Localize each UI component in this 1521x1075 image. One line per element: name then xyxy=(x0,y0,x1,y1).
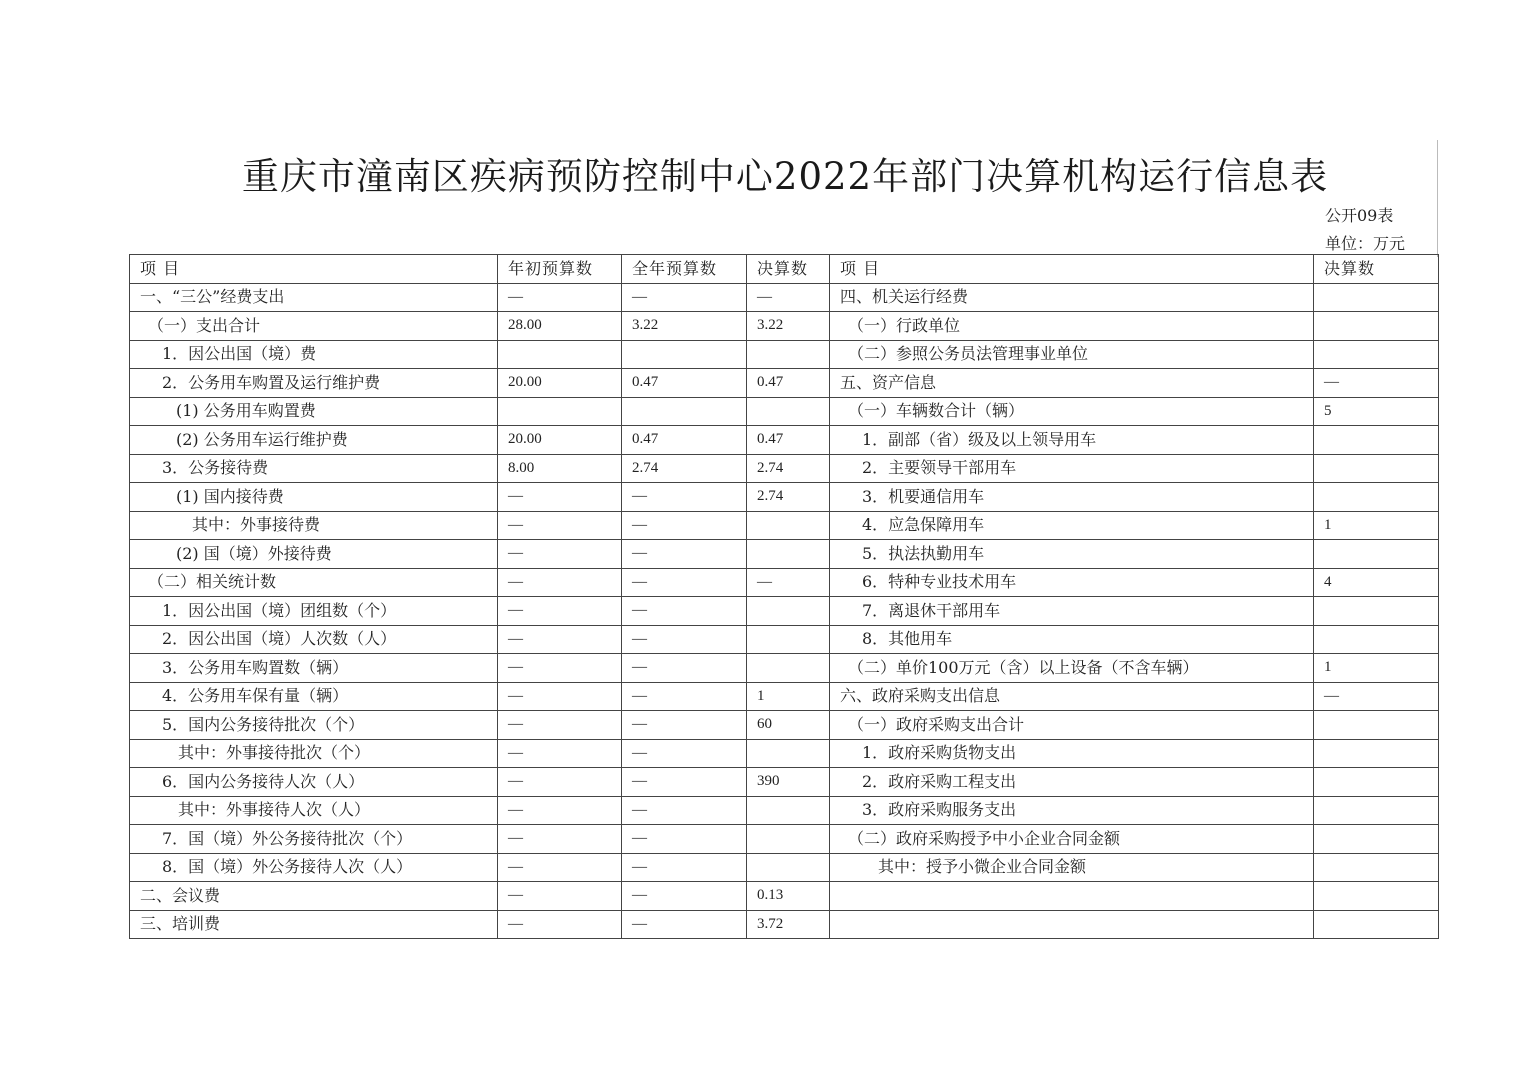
initial-budget-cell: — xyxy=(498,768,622,797)
table-row xyxy=(130,340,1439,369)
table-row xyxy=(130,511,1439,540)
right-item-cell xyxy=(830,882,1314,911)
right-final-cell xyxy=(1314,882,1439,911)
left-item-cell: 7．国（境）外公务接待批次（个） xyxy=(130,825,498,854)
left-item-cell: （一）支出合计 xyxy=(130,312,498,341)
right-final-cell: 1 xyxy=(1314,511,1439,540)
left-item-cell: 其中：外事接待批次（个） xyxy=(130,739,498,768)
right-item-cell: 六、政府采购支出信息 xyxy=(830,682,1314,711)
annual-budget-cell: 0.47 xyxy=(622,369,747,398)
table-row xyxy=(130,426,1439,455)
table-row xyxy=(130,568,1439,597)
table-row xyxy=(130,312,1439,341)
left-item-cell: 6．国内公务接待人次（人） xyxy=(130,768,498,797)
right-item-cell: 7．离退休干部用车 xyxy=(830,597,1314,626)
annual-budget-cell: — xyxy=(622,568,747,597)
annual-budget-cell: 0.47 xyxy=(622,426,747,455)
final-cell xyxy=(747,511,830,540)
page-title: 重庆市潼南区疾病预防控制中心2022年部门决算机构运行信息表 xyxy=(241,155,1329,198)
right-final-cell xyxy=(1314,597,1439,626)
table-row xyxy=(130,682,1439,711)
table-row xyxy=(130,711,1439,740)
right-item-cell: （一）车辆数合计（辆） xyxy=(830,397,1314,426)
final-cell: — xyxy=(747,568,830,597)
annual-budget-cell: — xyxy=(622,825,747,854)
annual-budget-cell: — xyxy=(622,483,747,512)
final-cell: 0.47 xyxy=(747,369,830,398)
table-row xyxy=(130,654,1439,683)
table-row xyxy=(130,454,1439,483)
right-final-cell xyxy=(1314,739,1439,768)
left-item-cell: 8．国（境）外公务接待人次（人） xyxy=(130,853,498,882)
right-final-cell xyxy=(1314,853,1439,882)
right-item-cell: 2．主要领导干部用车 xyxy=(830,454,1314,483)
header-final: 决算数 xyxy=(747,255,830,284)
annual-budget-cell: — xyxy=(622,711,747,740)
initial-budget-cell: — xyxy=(498,540,622,569)
table-code: 公开09表 xyxy=(1325,206,1394,225)
right-item-cell: 5．执法执勤用车 xyxy=(830,540,1314,569)
annual-budget-cell: — xyxy=(622,739,747,768)
header-left-item: 项 目 xyxy=(130,255,498,284)
left-item-cell: 其中：外事接待人次（人） xyxy=(130,796,498,825)
table-row xyxy=(130,739,1439,768)
initial-budget-cell: 28.00 xyxy=(498,312,622,341)
initial-budget-cell: — xyxy=(498,882,622,911)
initial-budget-cell: 8.00 xyxy=(498,454,622,483)
header-row xyxy=(130,255,1439,284)
table-row xyxy=(130,882,1439,911)
table-row xyxy=(130,540,1439,569)
annual-budget-cell: — xyxy=(622,540,747,569)
table-row xyxy=(130,825,1439,854)
header-right-item: 项 目 xyxy=(830,255,1314,284)
left-item-cell: 1．因公出国（境）费 xyxy=(130,340,498,369)
annual-budget-cell: 3.22 xyxy=(622,312,747,341)
final-cell: 3.22 xyxy=(747,312,830,341)
initial-budget-cell: — xyxy=(498,682,622,711)
table-row xyxy=(130,853,1439,882)
right-final-cell: 1 xyxy=(1314,654,1439,683)
final-cell xyxy=(747,540,830,569)
annual-budget-cell: — xyxy=(622,625,747,654)
table-row xyxy=(130,483,1439,512)
initial-budget-cell: — xyxy=(498,283,622,312)
initial-budget-cell: — xyxy=(498,568,622,597)
annual-budget-cell xyxy=(622,397,747,426)
table-row xyxy=(130,397,1439,426)
table-row xyxy=(130,910,1439,939)
right-item-cell: 3．机要通信用车 xyxy=(830,483,1314,512)
final-cell xyxy=(747,340,830,369)
left-item-cell: 4．公务用车保有量（辆） xyxy=(130,682,498,711)
initial-budget-cell: 20.00 xyxy=(498,426,622,455)
final-cell: 2.74 xyxy=(747,454,830,483)
right-final-cell xyxy=(1314,825,1439,854)
annual-budget-cell: — xyxy=(622,511,747,540)
right-item-cell: 其中：授予小微企业合同金额 xyxy=(830,853,1314,882)
table-row xyxy=(130,768,1439,797)
initial-budget-cell: 20.00 xyxy=(498,369,622,398)
right-item-cell xyxy=(830,910,1314,939)
right-final-cell xyxy=(1314,768,1439,797)
initial-budget-cell: — xyxy=(498,739,622,768)
left-item-cell: 2．公务用车购置及运行维护费 xyxy=(130,369,498,398)
right-final-cell xyxy=(1314,625,1439,654)
right-item-cell: 四、机关运行经费 xyxy=(830,283,1314,312)
right-final-cell: 5 xyxy=(1314,397,1439,426)
header-annual-budget: 全年预算数 xyxy=(622,255,747,284)
final-cell: 3.72 xyxy=(747,910,830,939)
right-final-cell: — xyxy=(1314,369,1439,398)
final-cell: 390 xyxy=(747,768,830,797)
annual-budget-cell: — xyxy=(622,768,747,797)
left-item-cell: (2) 公务用车运行维护费 xyxy=(130,426,498,455)
final-cell xyxy=(747,853,830,882)
initial-budget-cell: — xyxy=(498,825,622,854)
right-item-cell: 6．特种专业技术用车 xyxy=(830,568,1314,597)
right-final-cell xyxy=(1314,910,1439,939)
left-item-cell: (1) 国内接待费 xyxy=(130,483,498,512)
left-item-cell: 二、会议费 xyxy=(130,882,498,911)
right-final-cell xyxy=(1314,483,1439,512)
right-item-cell: 1．政府采购货物支出 xyxy=(830,739,1314,768)
table-row xyxy=(130,597,1439,626)
left-item-cell: (2) 国（境）外接待费 xyxy=(130,540,498,569)
table-row xyxy=(130,283,1439,312)
final-cell: 1 xyxy=(747,682,830,711)
table-row xyxy=(130,369,1439,398)
annual-budget-cell: — xyxy=(622,796,747,825)
final-cell: 0.13 xyxy=(747,882,830,911)
right-final-cell xyxy=(1314,312,1439,341)
right-final-cell xyxy=(1314,426,1439,455)
left-item-cell: 一、“三公”经费支出 xyxy=(130,283,498,312)
left-item-cell: （二）相关统计数 xyxy=(130,568,498,597)
right-final-cell: — xyxy=(1314,682,1439,711)
annual-budget-cell: — xyxy=(622,910,747,939)
final-cell: 0.47 xyxy=(747,426,830,455)
right-item-cell: 五、资产信息 xyxy=(830,369,1314,398)
annual-budget-cell: — xyxy=(622,853,747,882)
final-cell: 2.74 xyxy=(747,483,830,512)
unit-label: 单位：万元 xyxy=(1325,234,1406,253)
left-item-cell: 3．公务接待费 xyxy=(130,454,498,483)
left-item-cell: (1) 公务用车购置费 xyxy=(130,397,498,426)
header-right-final: 决算数 xyxy=(1314,255,1439,284)
initial-budget-cell: — xyxy=(498,910,622,939)
left-item-cell: 3．公务用车购置数（辆） xyxy=(130,654,498,683)
initial-budget-cell: — xyxy=(498,711,622,740)
initial-budget-cell xyxy=(498,340,622,369)
initial-budget-cell: — xyxy=(498,483,622,512)
annual-budget-cell: — xyxy=(622,597,747,626)
left-item-cell: 1．因公出国（境）团组数（个） xyxy=(130,597,498,626)
initial-budget-cell: — xyxy=(498,597,622,626)
initial-budget-cell: — xyxy=(498,511,622,540)
table-row xyxy=(130,625,1439,654)
right-item-cell: 3．政府采购服务支出 xyxy=(830,796,1314,825)
annual-budget-cell: — xyxy=(622,682,747,711)
table-row xyxy=(130,796,1439,825)
annual-budget-cell: — xyxy=(622,654,747,683)
right-item-cell: （二）参照公务员法管理事业单位 xyxy=(830,340,1314,369)
right-item-cell: （二）单价100万元（含）以上设备（不含车辆） xyxy=(830,654,1314,683)
right-item-cell: 2．政府采购工程支出 xyxy=(830,768,1314,797)
initial-budget-cell: — xyxy=(498,625,622,654)
left-item-cell: 2．因公出国（境）人次数（人） xyxy=(130,625,498,654)
header-initial-budget: 年初预算数 xyxy=(498,255,622,284)
final-cell xyxy=(747,397,830,426)
final-cell xyxy=(747,625,830,654)
right-final-cell xyxy=(1314,283,1439,312)
right-item-cell: （一）行政单位 xyxy=(830,312,1314,341)
right-item-cell: （一）政府采购支出合计 xyxy=(830,711,1314,740)
operation-info-table xyxy=(129,254,1439,939)
final-cell xyxy=(747,597,830,626)
final-cell: — xyxy=(747,283,830,312)
final-cell xyxy=(747,739,830,768)
annual-budget-cell: — xyxy=(622,283,747,312)
left-item-cell: 其中：外事接待费 xyxy=(130,511,498,540)
annual-budget-cell: 2.74 xyxy=(622,454,747,483)
annual-budget-cell xyxy=(622,340,747,369)
left-item-cell: 5．国内公务接待批次（个） xyxy=(130,711,498,740)
right-final-cell xyxy=(1314,454,1439,483)
right-item-cell: 4．应急保障用车 xyxy=(830,511,1314,540)
right-item-cell: （二）政府采购授予中小企业合同金额 xyxy=(830,825,1314,854)
initial-budget-cell: — xyxy=(498,654,622,683)
right-final-cell: 4 xyxy=(1314,568,1439,597)
initial-budget-cell: — xyxy=(498,853,622,882)
final-cell xyxy=(747,654,830,683)
initial-budget-cell: — xyxy=(498,796,622,825)
right-item-cell: 8．其他用车 xyxy=(830,625,1314,654)
right-item-cell: 1．副部（省）级及以上领导用车 xyxy=(830,426,1314,455)
left-item-cell: 三、培训费 xyxy=(130,910,498,939)
final-cell xyxy=(747,796,830,825)
right-final-cell xyxy=(1314,340,1439,369)
right-final-cell xyxy=(1314,540,1439,569)
final-cell: 60 xyxy=(747,711,830,740)
final-cell xyxy=(747,825,830,854)
right-final-cell xyxy=(1314,796,1439,825)
right-final-cell xyxy=(1314,711,1439,740)
initial-budget-cell xyxy=(498,397,622,426)
annual-budget-cell: — xyxy=(622,882,747,911)
